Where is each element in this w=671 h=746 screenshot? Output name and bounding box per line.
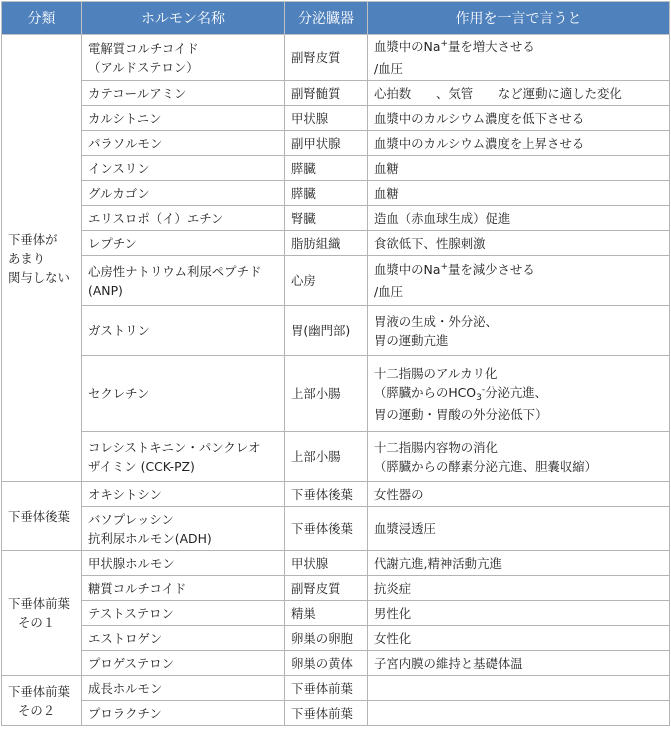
organ-cell: 膵臓 [285, 156, 368, 181]
organ-cell: 胃(幽門部) [285, 306, 368, 356]
effect-cell: 食欲低下、性腺刺激 [368, 231, 670, 256]
hormone-name-cell [82, 35, 285, 81]
effect-text: 十二指腸内容物の消化 [374, 439, 498, 455]
effect-cell: 血漿中のカルシウム濃度を上昇させる [368, 131, 670, 156]
table-row [2, 206, 670, 231]
effect-cell [368, 676, 670, 701]
organ-cell: 副腎髄質 [285, 81, 368, 106]
table-row [2, 507, 670, 551]
hormone-name-cell [82, 432, 285, 482]
organ-cell: 下垂体前葉 [285, 676, 368, 701]
organ-cell: 下垂体後葉 [285, 507, 368, 551]
hormone-name-cell: 成長ホルモン [82, 676, 285, 701]
category-cell-hypothalamus-independent [2, 35, 82, 482]
category-label: 関与しない [8, 269, 70, 285]
hormone-name-sub: （アルドステロン） [88, 59, 199, 75]
hormone-name-sub: 抗利尿ホルモン(ADH) [88, 530, 212, 546]
hormone-name-sub: (ANP) [88, 282, 123, 298]
hormone-name-cell: パラソルモン [82, 131, 285, 156]
effect-text: 血漿中のNa [374, 39, 441, 54]
effect-text: 胃の運動亢進 [374, 332, 449, 348]
hormone-name-cell [82, 256, 285, 306]
effect-cell: 血漿中のカルシウム濃度を低下させる [368, 106, 670, 131]
effect-cell: 抗炎症 [368, 576, 670, 601]
hormone-name: バソプレッシン [88, 511, 174, 527]
hormone-name-cell: プロラクチン [82, 701, 285, 726]
hormone-name-cell: インスリン [82, 156, 285, 181]
effect-cell [368, 356, 670, 432]
effect-text: 分泌亢進、 [485, 384, 548, 400]
hormone-name-cell: グルカゴン [82, 181, 285, 206]
organ-cell: 甲状腺 [285, 551, 368, 576]
header-secreting-organ: 分泌臓器 [285, 2, 368, 35]
hormone-name: 心房性ナトリウム利尿ペプチド [88, 263, 262, 279]
effect-text: 十二指腸のアルカリ化 [374, 365, 498, 381]
effect-superscript: - [481, 384, 486, 395]
organ-cell: 下垂体後葉 [285, 482, 368, 507]
hormone-name-cell: オキシトシン [82, 482, 285, 507]
hormone-name-cell: エリスロポ（イ）エチン [82, 206, 285, 231]
hormone-name-cell: エストロゲン [82, 626, 285, 651]
effect-text: 量を増大させる [447, 39, 535, 54]
hormone-name-cell: ガストリン [82, 306, 285, 356]
category-label: 下垂体前葉 [8, 596, 70, 611]
category-label: 下垂体が [8, 231, 58, 247]
table-row [2, 601, 670, 626]
organ-cell: 卵巣の卵胞 [285, 626, 368, 651]
effect-cell: 血糖 [368, 181, 670, 206]
effect-cell [368, 35, 670, 81]
category-cell-anterior-pituitary-1 [2, 551, 82, 676]
hormone-table [1, 1, 670, 726]
table-row [2, 356, 670, 432]
effect-superscript: + [440, 39, 448, 49]
organ-cell: 脂肪組織 [285, 231, 368, 256]
organ-cell: 甲状腺 [285, 106, 368, 131]
table-row [2, 482, 670, 507]
effect-text: 胃液の生成・外分泌、 [374, 313, 498, 329]
effect-cell: 代謝亢進,精神活動亢進 [368, 551, 670, 576]
effect-cell [368, 701, 670, 726]
category-cell-posterior-pituitary: 下垂体後葉 [2, 482, 82, 551]
effect-cell: 血糖 [368, 156, 670, 181]
effect-cell: 男性化 [368, 601, 670, 626]
organ-cell: 上部小腸 [285, 432, 368, 482]
effect-cell: 血漿浸透圧 [368, 507, 670, 551]
category-label: その１ [18, 615, 56, 630]
hormone-name: コレシストキニン・パンクレオ [88, 439, 261, 455]
table-row [2, 576, 670, 601]
category-label: 下垂体前葉 [8, 683, 70, 699]
effect-text: 胃の運動・胃酸の外分泌低下） [374, 406, 548, 422]
hormone-name-cell: テストステロン [82, 601, 285, 626]
organ-cell: 副腎皮質 [285, 576, 368, 601]
effect-text: （膵臓からの酵素分泌亢進、胆嚢収縮） [374, 458, 598, 474]
table-row [2, 106, 670, 131]
category-label: あまり [8, 250, 46, 266]
table-row [2, 432, 670, 482]
hormone-name-cell [82, 507, 285, 551]
hormone-name-cell: カルシトニン [82, 106, 285, 131]
header-effect: 作用を一言で言うと [368, 2, 670, 35]
effect-superscript: + [440, 262, 448, 272]
table-row [2, 676, 670, 701]
organ-cell: 下垂体前葉 [285, 701, 368, 726]
table-row [2, 701, 670, 726]
organ-cell: 心房 [285, 256, 368, 306]
effect-cell [368, 306, 670, 356]
category-label: その２ [18, 702, 56, 718]
organ-cell: 膵臓 [285, 181, 368, 206]
hormone-name-cell: 甲状腺ホルモン [82, 551, 285, 576]
organ-cell: 副甲状腺 [285, 131, 368, 156]
effect-text: /血圧 [374, 61, 403, 76]
effect-text: 量を減少させる [447, 262, 535, 277]
table-row [2, 651, 670, 676]
hormone-name-cell: セクレチン [82, 356, 285, 432]
organ-cell: 副腎皮質 [285, 35, 368, 81]
effect-cell: 子宮内膜の維持と基礎体温 [368, 651, 670, 676]
organ-cell: 卵巣の黄体 [285, 651, 368, 676]
effect-text: /血圧 [374, 284, 403, 299]
effect-cell: 女性化 [368, 626, 670, 651]
effect-cell: 造血（赤血球生成）促進 [368, 206, 670, 231]
organ-cell: 精巣 [285, 601, 368, 626]
effect-cell [368, 256, 670, 306]
effect-cell [368, 432, 670, 482]
effect-text: （膵臓からのHCO [374, 384, 477, 400]
table-row [2, 306, 670, 356]
table-row [2, 131, 670, 156]
table-row [2, 181, 670, 206]
organ-cell: 上部小腸 [285, 356, 368, 432]
hormone-name-cell: 糖質コルチコイド [82, 576, 285, 601]
table-row [2, 81, 670, 106]
table-row [2, 231, 670, 256]
effect-cell: 心拍数 、気管 など運動に適した変化 [368, 81, 670, 106]
effect-subscript: 3 [476, 392, 482, 403]
hormone-name-cell: カテコールアミン [82, 81, 285, 106]
header-category: 分類 [2, 2, 82, 35]
hormone-name-cell: レプチン [82, 231, 285, 256]
effect-text: 血漿中のNa [374, 262, 441, 277]
effect-cell: 女性器の [368, 482, 670, 507]
hormone-name-cell: プロゲステロン [82, 651, 285, 676]
table-row [2, 626, 670, 651]
header-row [2, 2, 670, 35]
table-row [2, 551, 670, 576]
hormone-name: 電解質コルチコイド [88, 40, 199, 56]
table-row [2, 35, 670, 81]
hormone-name-sub: ザイミン (CCK-PZ) [88, 458, 195, 474]
table-row [2, 156, 670, 181]
organ-cell: 腎臓 [285, 206, 368, 231]
table-row [2, 256, 670, 306]
header-hormone-name: ホルモン名称 [82, 2, 285, 35]
category-cell-anterior-pituitary-2 [2, 676, 82, 726]
